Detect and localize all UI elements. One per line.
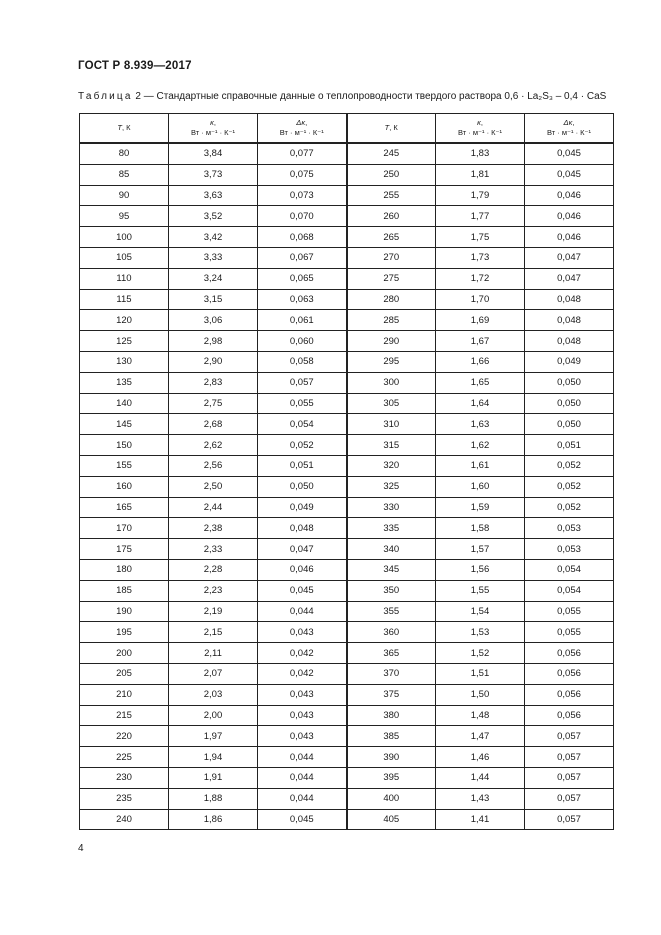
table-cell: 0,048 bbox=[525, 310, 614, 331]
table-cell: 2,00 bbox=[169, 705, 258, 726]
table-cell: 0,065 bbox=[258, 268, 347, 289]
table-body bbox=[80, 143, 614, 830]
table-cell: 0,043 bbox=[258, 705, 347, 726]
table-cell: 1,57 bbox=[436, 539, 525, 560]
table-cell: 0,049 bbox=[258, 497, 347, 518]
table-cell: 3,42 bbox=[169, 227, 258, 248]
table-cell: 0,073 bbox=[258, 185, 347, 206]
table-cell: 0,055 bbox=[525, 622, 614, 643]
table-cell: 350 bbox=[347, 580, 436, 601]
table-cell: 85 bbox=[80, 164, 169, 185]
table-cell: 0,058 bbox=[258, 351, 347, 372]
table-row bbox=[80, 247, 614, 268]
table-cell: 3,73 bbox=[169, 164, 258, 185]
table-cell: 190 bbox=[80, 601, 169, 622]
table-cell: 1,97 bbox=[169, 726, 258, 747]
table-cell: 230 bbox=[80, 767, 169, 788]
table-cell: 0,048 bbox=[525, 289, 614, 310]
table-cell: 145 bbox=[80, 414, 169, 435]
table-cell: 170 bbox=[80, 518, 169, 539]
table-cell: 1,67 bbox=[436, 331, 525, 352]
table-cell: 0,055 bbox=[525, 601, 614, 622]
table-cell: 310 bbox=[347, 414, 436, 435]
table-cell: 2,56 bbox=[169, 455, 258, 476]
table-cell: 210 bbox=[80, 684, 169, 705]
table-cell: 240 bbox=[80, 809, 169, 830]
table-row bbox=[80, 809, 614, 830]
table-cell: 1,63 bbox=[436, 414, 525, 435]
table-cell: 0,070 bbox=[258, 206, 347, 227]
table-cell: 1,69 bbox=[436, 310, 525, 331]
table-cell: 80 bbox=[80, 143, 169, 164]
table-cell: 1,65 bbox=[436, 372, 525, 393]
table-cell: 245 bbox=[347, 143, 436, 164]
table-cell: 2,07 bbox=[169, 663, 258, 684]
table-cell: 0,057 bbox=[525, 747, 614, 768]
table-cell: 0,044 bbox=[258, 601, 347, 622]
table-cell: 140 bbox=[80, 393, 169, 414]
table-cell: 130 bbox=[80, 351, 169, 372]
table-cell: 3,15 bbox=[169, 289, 258, 310]
table-cell: 225 bbox=[80, 747, 169, 768]
table-row bbox=[80, 788, 614, 809]
table-cell: 160 bbox=[80, 476, 169, 497]
table-cell: 100 bbox=[80, 227, 169, 248]
table-cell: 1,51 bbox=[436, 663, 525, 684]
table-row bbox=[80, 289, 614, 310]
header-temperature-2: T, К bbox=[347, 114, 436, 144]
table-row bbox=[80, 476, 614, 497]
table-cell: 0,046 bbox=[525, 206, 614, 227]
table-cell: 1,41 bbox=[436, 809, 525, 830]
table-cell: 195 bbox=[80, 622, 169, 643]
header-uncertainty: Δκ, Вт · м⁻¹ · К⁻¹ bbox=[258, 114, 347, 144]
table-cell: 0,055 bbox=[258, 393, 347, 414]
table-cell: 0,057 bbox=[525, 767, 614, 788]
table-cell: 1,60 bbox=[436, 476, 525, 497]
table-cell: 105 bbox=[80, 247, 169, 268]
table-row bbox=[80, 684, 614, 705]
table-cell: 2,15 bbox=[169, 622, 258, 643]
table-cell: 365 bbox=[347, 643, 436, 664]
table-cell: 2,44 bbox=[169, 497, 258, 518]
table-cell: 2,98 bbox=[169, 331, 258, 352]
table-cell: 0,046 bbox=[525, 227, 614, 248]
table-cell: 0,067 bbox=[258, 247, 347, 268]
table-cell: 0,043 bbox=[258, 684, 347, 705]
table-cell: 0,043 bbox=[258, 622, 347, 643]
table-row bbox=[80, 747, 614, 768]
table-row bbox=[80, 393, 614, 414]
table-cell: 0,047 bbox=[525, 247, 614, 268]
table-row bbox=[80, 726, 614, 747]
table-cell: 0,044 bbox=[258, 767, 347, 788]
table-cell: 335 bbox=[347, 518, 436, 539]
table-cell: 0,045 bbox=[525, 164, 614, 185]
table-cell: 1,91 bbox=[169, 767, 258, 788]
thermal-conductivity-table bbox=[79, 113, 614, 830]
table-cell: 1,55 bbox=[436, 580, 525, 601]
table-cell: 0,052 bbox=[258, 435, 347, 456]
table-cell: 3,06 bbox=[169, 310, 258, 331]
table-cell: 90 bbox=[80, 185, 169, 206]
table-cell: 275 bbox=[347, 268, 436, 289]
table-cell: 2,62 bbox=[169, 435, 258, 456]
table-cell: 295 bbox=[347, 351, 436, 372]
table-cell: 1,48 bbox=[436, 705, 525, 726]
table-row bbox=[80, 414, 614, 435]
table-cell: 165 bbox=[80, 497, 169, 518]
table-cell: 95 bbox=[80, 206, 169, 227]
table-cell: 0,048 bbox=[525, 331, 614, 352]
table-cell: 1,81 bbox=[436, 164, 525, 185]
table-cell: 1,61 bbox=[436, 455, 525, 476]
table-cell: 0,063 bbox=[258, 289, 347, 310]
table-cell: 400 bbox=[347, 788, 436, 809]
table-cell: 3,24 bbox=[169, 268, 258, 289]
table-cell: 325 bbox=[347, 476, 436, 497]
table-cell: 2,19 bbox=[169, 601, 258, 622]
table-cell: 2,11 bbox=[169, 643, 258, 664]
table-cell: 1,50 bbox=[436, 684, 525, 705]
table-cell: 320 bbox=[347, 455, 436, 476]
table-cell: 0,051 bbox=[525, 435, 614, 456]
table-cell: 0,053 bbox=[525, 539, 614, 560]
table-cell: 0,056 bbox=[525, 684, 614, 705]
table-cell: 175 bbox=[80, 539, 169, 560]
table-row bbox=[80, 351, 614, 372]
table-cell: 1,64 bbox=[436, 393, 525, 414]
table-header-row bbox=[80, 114, 614, 144]
table-caption bbox=[78, 91, 606, 102]
table-row bbox=[80, 372, 614, 393]
table-cell: 0,046 bbox=[258, 559, 347, 580]
table-row bbox=[80, 518, 614, 539]
table-cell: 1,73 bbox=[436, 247, 525, 268]
table-cell: 0,044 bbox=[258, 747, 347, 768]
table-cell: 250 bbox=[347, 164, 436, 185]
table-cell: 125 bbox=[80, 331, 169, 352]
table-cell: 390 bbox=[347, 747, 436, 768]
table-cell: 1,52 bbox=[436, 643, 525, 664]
table-cell: 0,053 bbox=[525, 518, 614, 539]
table-cell: 0,043 bbox=[258, 726, 347, 747]
table-cell: 0,057 bbox=[525, 809, 614, 830]
table-row bbox=[80, 767, 614, 788]
table-cell: 215 bbox=[80, 705, 169, 726]
table-cell: 1,75 bbox=[436, 227, 525, 248]
table-cell: 1,88 bbox=[169, 788, 258, 809]
table-cell: 0,044 bbox=[258, 788, 347, 809]
table-cell: 0,052 bbox=[525, 455, 614, 476]
table-cell: 0,042 bbox=[258, 663, 347, 684]
table-cell: 1,58 bbox=[436, 518, 525, 539]
table-row bbox=[80, 705, 614, 726]
table-cell: 205 bbox=[80, 663, 169, 684]
table-cell: 2,03 bbox=[169, 684, 258, 705]
table-cell: 2,75 bbox=[169, 393, 258, 414]
table-row bbox=[80, 497, 614, 518]
table-cell: 0,050 bbox=[525, 372, 614, 393]
table-cell: 3,84 bbox=[169, 143, 258, 164]
table-cell: 0,048 bbox=[258, 518, 347, 539]
table-cell: 155 bbox=[80, 455, 169, 476]
table-cell: 0,054 bbox=[525, 559, 614, 580]
table-cell: 235 bbox=[80, 788, 169, 809]
table-cell: 185 bbox=[80, 580, 169, 601]
table-cell: 0,052 bbox=[525, 476, 614, 497]
document-id: ГОСТ Р 8.939—2017 bbox=[78, 60, 192, 72]
table-cell: 1,77 bbox=[436, 206, 525, 227]
table-cell: 0,047 bbox=[258, 539, 347, 560]
table-cell: 305 bbox=[347, 393, 436, 414]
table-cell: 0,050 bbox=[525, 393, 614, 414]
header-temperature: T, К bbox=[80, 114, 169, 144]
page-number: 4 bbox=[78, 843, 84, 854]
table-row bbox=[80, 435, 614, 456]
table-cell: 3,63 bbox=[169, 185, 258, 206]
table-cell: 385 bbox=[347, 726, 436, 747]
table-row bbox=[80, 331, 614, 352]
table-cell: 2,33 bbox=[169, 539, 258, 560]
table-cell: 0,050 bbox=[258, 476, 347, 497]
table-row bbox=[80, 559, 614, 580]
table-row bbox=[80, 455, 614, 476]
table-caption-number: 2 bbox=[135, 91, 141, 102]
table-cell: 330 bbox=[347, 497, 436, 518]
table-cell: 1,54 bbox=[436, 601, 525, 622]
table-cell: 1,56 bbox=[436, 559, 525, 580]
table-cell: 260 bbox=[347, 206, 436, 227]
table-cell: 2,83 bbox=[169, 372, 258, 393]
table-cell: 0,042 bbox=[258, 643, 347, 664]
table-cell: 120 bbox=[80, 310, 169, 331]
table-row bbox=[80, 663, 614, 684]
table-cell: 0,045 bbox=[525, 143, 614, 164]
table-cell: 0,056 bbox=[525, 705, 614, 726]
table-cell: 300 bbox=[347, 372, 436, 393]
table-cell: 0,046 bbox=[525, 185, 614, 206]
table-cell: 340 bbox=[347, 539, 436, 560]
table-cell: 0,050 bbox=[525, 414, 614, 435]
table-cell: 1,46 bbox=[436, 747, 525, 768]
header-conductivity-2: κ, Вт · м⁻¹ · К⁻¹ bbox=[436, 114, 525, 144]
table-row bbox=[80, 539, 614, 560]
table-cell: 1,62 bbox=[436, 435, 525, 456]
table-cell: 2,28 bbox=[169, 559, 258, 580]
table-cell: 110 bbox=[80, 268, 169, 289]
table-cell: 200 bbox=[80, 643, 169, 664]
table-cell: 2,50 bbox=[169, 476, 258, 497]
table-row bbox=[80, 268, 614, 289]
table-cell: 135 bbox=[80, 372, 169, 393]
table-cell: 290 bbox=[347, 331, 436, 352]
table-row bbox=[80, 580, 614, 601]
table-row bbox=[80, 206, 614, 227]
table-cell: 0,047 bbox=[525, 268, 614, 289]
table-cell: 0,060 bbox=[258, 331, 347, 352]
table-cell: 2,90 bbox=[169, 351, 258, 372]
table-cell: 0,051 bbox=[258, 455, 347, 476]
table-cell: 1,79 bbox=[436, 185, 525, 206]
table-cell: 0,057 bbox=[258, 372, 347, 393]
table-cell: 280 bbox=[347, 289, 436, 310]
table-cell: 0,056 bbox=[525, 643, 614, 664]
table-cell: 0,052 bbox=[525, 497, 614, 518]
table-cell: 180 bbox=[80, 559, 169, 580]
table-cell: 0,057 bbox=[525, 726, 614, 747]
table-row bbox=[80, 622, 614, 643]
table-cell: 0,045 bbox=[258, 809, 347, 830]
table-cell: 0,049 bbox=[525, 351, 614, 372]
table-cell: 265 bbox=[347, 227, 436, 248]
table-cell: 1,83 bbox=[436, 143, 525, 164]
header-conductivity: κ, Вт · м⁻¹ · К⁻¹ bbox=[169, 114, 258, 144]
table-cell: 395 bbox=[347, 767, 436, 788]
table-cell: 2,23 bbox=[169, 580, 258, 601]
table-cell: 3,52 bbox=[169, 206, 258, 227]
table-cell: 0,045 bbox=[258, 580, 347, 601]
table-row bbox=[80, 164, 614, 185]
table-cell: 1,53 bbox=[436, 622, 525, 643]
table-cell: 270 bbox=[347, 247, 436, 268]
table-cell: 360 bbox=[347, 622, 436, 643]
table-cell: 1,44 bbox=[436, 767, 525, 788]
table-cell: 0,068 bbox=[258, 227, 347, 248]
table-cell: 0,057 bbox=[525, 788, 614, 809]
table-cell: 2,68 bbox=[169, 414, 258, 435]
table-caption-text: — Стандартные справочные данные о теплопроводности твердого раствора 0,6 · La₂S₃ – 0,4 · CaS bbox=[140, 91, 607, 102]
table-cell: 0,054 bbox=[258, 414, 347, 435]
table-cell: 345 bbox=[347, 559, 436, 580]
table-cell: 380 bbox=[347, 705, 436, 726]
table-caption-label: Таблица bbox=[78, 91, 133, 102]
table-cell: 370 bbox=[347, 663, 436, 684]
table-row bbox=[80, 227, 614, 248]
table-cell: 355 bbox=[347, 601, 436, 622]
table-cell: 1,59 bbox=[436, 497, 525, 518]
table-cell: 0,061 bbox=[258, 310, 347, 331]
table-row bbox=[80, 601, 614, 622]
table-cell: 315 bbox=[347, 435, 436, 456]
table-cell: 1,66 bbox=[436, 351, 525, 372]
table-cell: 1,47 bbox=[436, 726, 525, 747]
table-cell: 2,38 bbox=[169, 518, 258, 539]
table-cell: 1,94 bbox=[169, 747, 258, 768]
table-cell: 150 bbox=[80, 435, 169, 456]
table-cell: 0,075 bbox=[258, 164, 347, 185]
table-cell: 0,077 bbox=[258, 143, 347, 164]
table-row bbox=[80, 310, 614, 331]
table-cell: 405 bbox=[347, 809, 436, 830]
table-cell: 1,43 bbox=[436, 788, 525, 809]
table-cell: 1,86 bbox=[169, 809, 258, 830]
table-cell: 3,33 bbox=[169, 247, 258, 268]
header-uncertainty-2: Δκ, Вт · м⁻¹ · К⁻¹ bbox=[525, 114, 614, 144]
table-cell: 1,72 bbox=[436, 268, 525, 289]
table-cell: 1,70 bbox=[436, 289, 525, 310]
table-cell: 375 bbox=[347, 684, 436, 705]
table-row bbox=[80, 185, 614, 206]
table-cell: 255 bbox=[347, 185, 436, 206]
table-cell: 220 bbox=[80, 726, 169, 747]
table-row bbox=[80, 143, 614, 164]
table-cell: 285 bbox=[347, 310, 436, 331]
table-cell: 0,056 bbox=[525, 663, 614, 684]
table-cell: 115 bbox=[80, 289, 169, 310]
table-row bbox=[80, 643, 614, 664]
table-cell: 0,054 bbox=[525, 580, 614, 601]
